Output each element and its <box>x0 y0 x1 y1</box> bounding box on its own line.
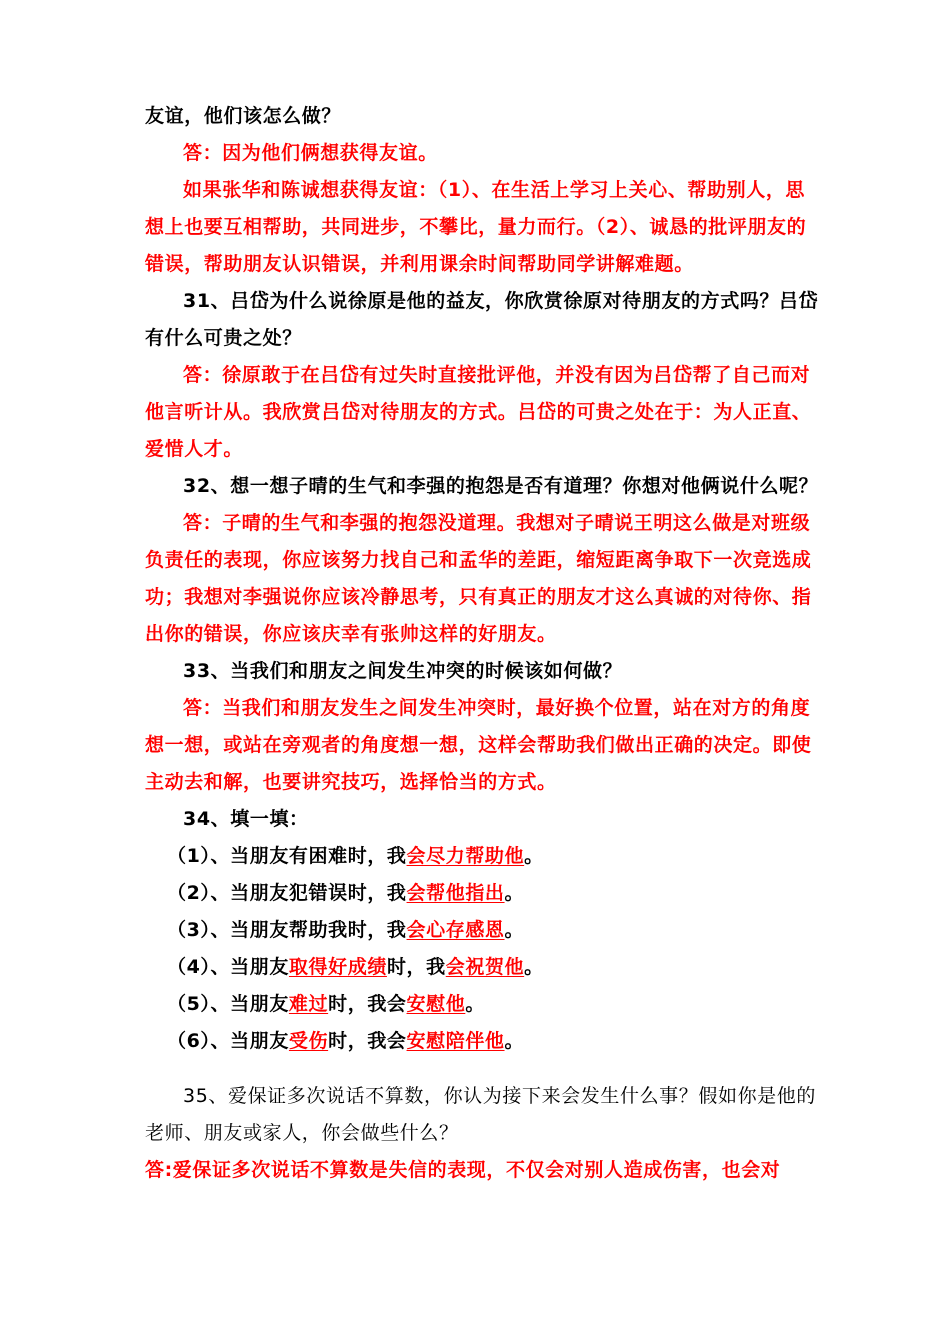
question-34: 34、填一填： <box>183 808 309 830</box>
fill-answer: 安慰他 <box>406 993 466 1015</box>
fill-prefix: （4）、当朋友 <box>167 956 289 978</box>
text-line: 友谊，他们该怎么做？ <box>145 105 342 127</box>
fill-answer: 安慰陪伴他 <box>406 1030 505 1052</box>
answer-line: 答:爱保证多次说话不算数是失信的表现，不仅会对别人造成伤害，也会对 <box>145 1159 781 1181</box>
fill-answer: 会祝贺他 <box>445 956 525 978</box>
question-32: 32、想一想子晴的生气和李强的抱怨是否有道理？你想对他俩说什么呢？ <box>183 475 819 497</box>
answer-line: 答：当我们和朋友发生之间发生冲突时，最好换个位置，站在对方的角度 <box>183 697 811 719</box>
question-line: 老师、朋友或家人，你会做些什么？ <box>145 1122 459 1144</box>
answer-line: 想一想，或站在旁观者的角度想一想，这样会帮助我们做出正确的决定。即使 <box>145 734 812 756</box>
fill-end: 。 <box>465 993 485 1015</box>
fill-answer: 受伤 <box>288 1030 329 1052</box>
fill-end: 。 <box>504 882 525 904</box>
fill-item-1 <box>145 838 810 875</box>
fill-answer: 取得好成绩 <box>288 956 387 978</box>
question-33: 33、当我们和朋友之间发生冲突的时候该如何做？ <box>183 660 623 682</box>
question-35: 35、爱保证多次说话不算数，你认为接下来会发生什么事？假如你是他的 <box>183 1085 816 1107</box>
fill-answer: 难过 <box>288 993 329 1015</box>
answer-line: 错误，帮助朋友认识错误，并利用课余时间帮助同学讲解难题。 <box>145 253 694 275</box>
answer-line: 负责任的表现，你应该努力找自己和孟华的差距，缩短距离争取下一次竞选成 <box>145 549 812 571</box>
answer-line: 如果张华和陈诚想获得友谊：（1）、在生活上学习上关心、帮助别人，思 <box>183 179 806 201</box>
fill-item-6 <box>145 1023 810 1060</box>
fill-prefix: （2）、当朋友犯错误时，我 <box>167 882 407 904</box>
fill-middle: 时，我会 <box>328 1030 407 1052</box>
fill-end: 。 <box>504 919 525 941</box>
answer-line: 想上也要互相帮助，共同进步，不攀比，量力而行。（2）、诚恳的批评朋友的 <box>145 216 807 238</box>
fill-middle: 时，我 <box>386 956 446 978</box>
answer-line: 答：因为他们俩想获得友谊。 <box>183 142 438 164</box>
spacer <box>145 1060 810 1078</box>
fill-item-2 <box>145 875 810 912</box>
fill-prefix: （5）、当朋友 <box>167 993 289 1015</box>
fill-item-4 <box>145 949 810 986</box>
fill-prefix: （3）、当朋友帮助我时，我 <box>167 919 407 941</box>
answer-line: 答：徐原敢于在吕岱有过失时直接批评他，并没有因为吕岱帮了自己而对 <box>183 364 811 386</box>
question-line: 有什么可贵之处？ <box>145 327 302 349</box>
answer-line: 主动去和解，也要讲究技巧，选择恰当的方式。 <box>145 771 557 793</box>
answer-line: 他言听计从。我欣赏吕岱对待朋友的方式。吕岱的可贵之处在于：为人正直、 <box>145 401 812 423</box>
answer-line: 出你的错误，你应该庆幸有张帅这样的好朋友。 <box>145 623 557 645</box>
fill-prefix: （6）、当朋友 <box>167 1030 289 1052</box>
fill-prefix: （1）、当朋友有困难时，我 <box>167 845 407 867</box>
fill-answer: 会尽力帮助他 <box>406 845 525 867</box>
fill-answer: 会帮他指出 <box>406 882 505 904</box>
fill-item-5 <box>145 986 810 1023</box>
answer-line: 答：子晴的生气和李强的抱怨没道理。我想对子晴说王明这么做是对班级 <box>183 512 811 534</box>
question-31: 31、吕岱为什么说徐原是他的益友，你欣赏徐原对待朋友的方式吗？吕岱 <box>183 290 819 312</box>
fill-end: 。 <box>504 1030 525 1052</box>
document-page <box>145 98 819 1189</box>
answer-line: 功；我想对李强说你应该冷静思考，只有真正的朋友才这么真诚的对待你、指 <box>145 586 812 608</box>
fill-end: 。 <box>524 956 544 978</box>
fill-end: 。 <box>524 845 544 867</box>
fill-item-3 <box>145 912 810 949</box>
fill-middle: 时，我会 <box>328 993 407 1015</box>
fill-answer: 会心存感恩 <box>406 919 505 941</box>
answer-line: 爱惜人才。 <box>145 438 244 460</box>
